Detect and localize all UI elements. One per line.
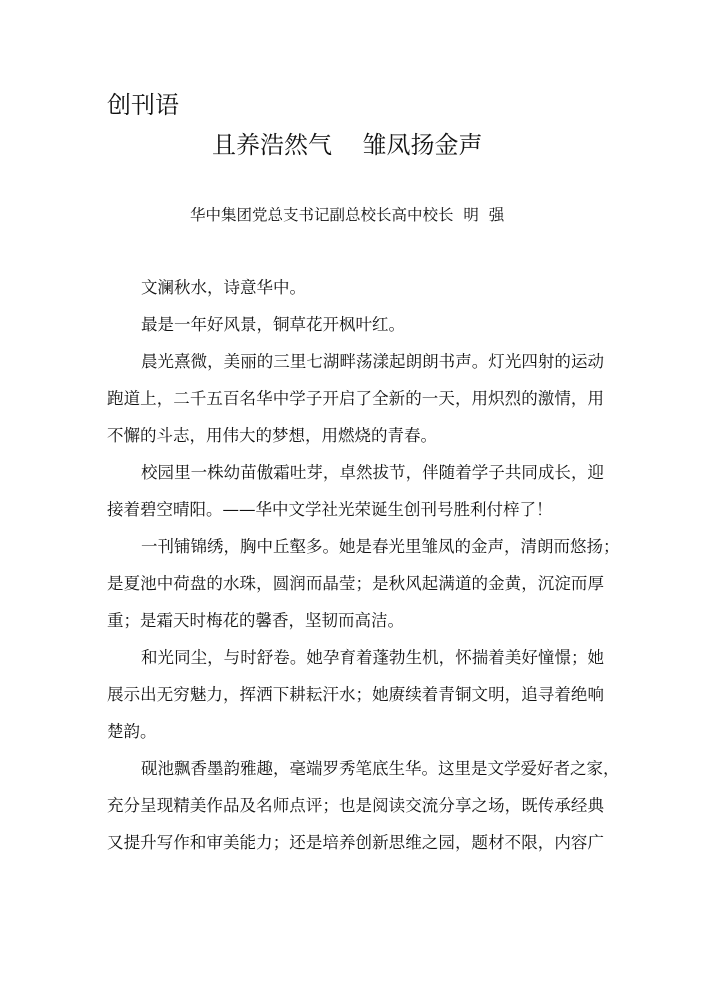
paragraph-line: 展示出无穷魅力，挥洒下耕耘汗水；她赓续着青铜文明，追寻着绝响: [107, 685, 604, 704]
document-body: [107, 276, 620, 868]
paragraph-line: 楚韵。: [107, 722, 157, 741]
paragraph-line: 接着碧空晴阳。——华中文学社光荣诞生创刊号胜利付梓了！: [107, 500, 553, 519]
paragraph-line: 最是一年好风景，铜草花开枫叶红。: [141, 315, 405, 334]
paragraph-line: 砚池飘香墨韵雅趣，毫端罗秀笔底生华。这里是文学爱好者之家，: [141, 759, 620, 778]
paragraph-line: 校园里一株幼苗傲霜吐芽，卓然拔节，伴随着学子共同成长，迎: [141, 463, 604, 482]
paragraph-line: 不懈的斗志，用伟大的梦想，用燃烧的青春。: [107, 426, 437, 445]
paragraph-line: 又提升写作和审美能力；还是培养创新思维之园，题材不限，内容广: [107, 833, 604, 852]
paragraph-line: 一刊铺锦绣，胸中丘壑多。她是春光里雏凤的金声，清朗而悠扬；: [141, 537, 620, 556]
author-line: 华中集团党总支书记副总校长高中校长 明 强: [190, 206, 505, 224]
paragraph-line: 充分呈现精美作品及名师点评；也是阅读交流分享之场，既传承经典: [107, 796, 604, 815]
document-subtitle: 且养浩然气 雏凤扬金声: [212, 131, 483, 159]
paragraph-line: 和光同尘，与时舒卷。她孕育着蓬勃生机，怀揣着美好憧憬；她: [141, 648, 604, 667]
paragraph-line: 文澜秋水，诗意华中。: [141, 278, 306, 297]
document-heading: 创刊语: [107, 91, 179, 119]
paragraph-line: 跑道上，二千五百名华中学子开启了全新的一天，用炽烈的激情，用: [107, 389, 604, 408]
paragraph-line: 是夏池中荷盘的水珠，圆润而晶莹；是秋风起满道的金黄，沉淀而厚: [107, 574, 604, 593]
paragraph-line: 晨光熹微，美丽的三里七湖畔荡漾起朗朗书声。灯光四射的运动: [141, 352, 604, 371]
paragraph-line: 重；是霜天时梅花的馨香，坚韧而高洁。: [107, 611, 404, 630]
